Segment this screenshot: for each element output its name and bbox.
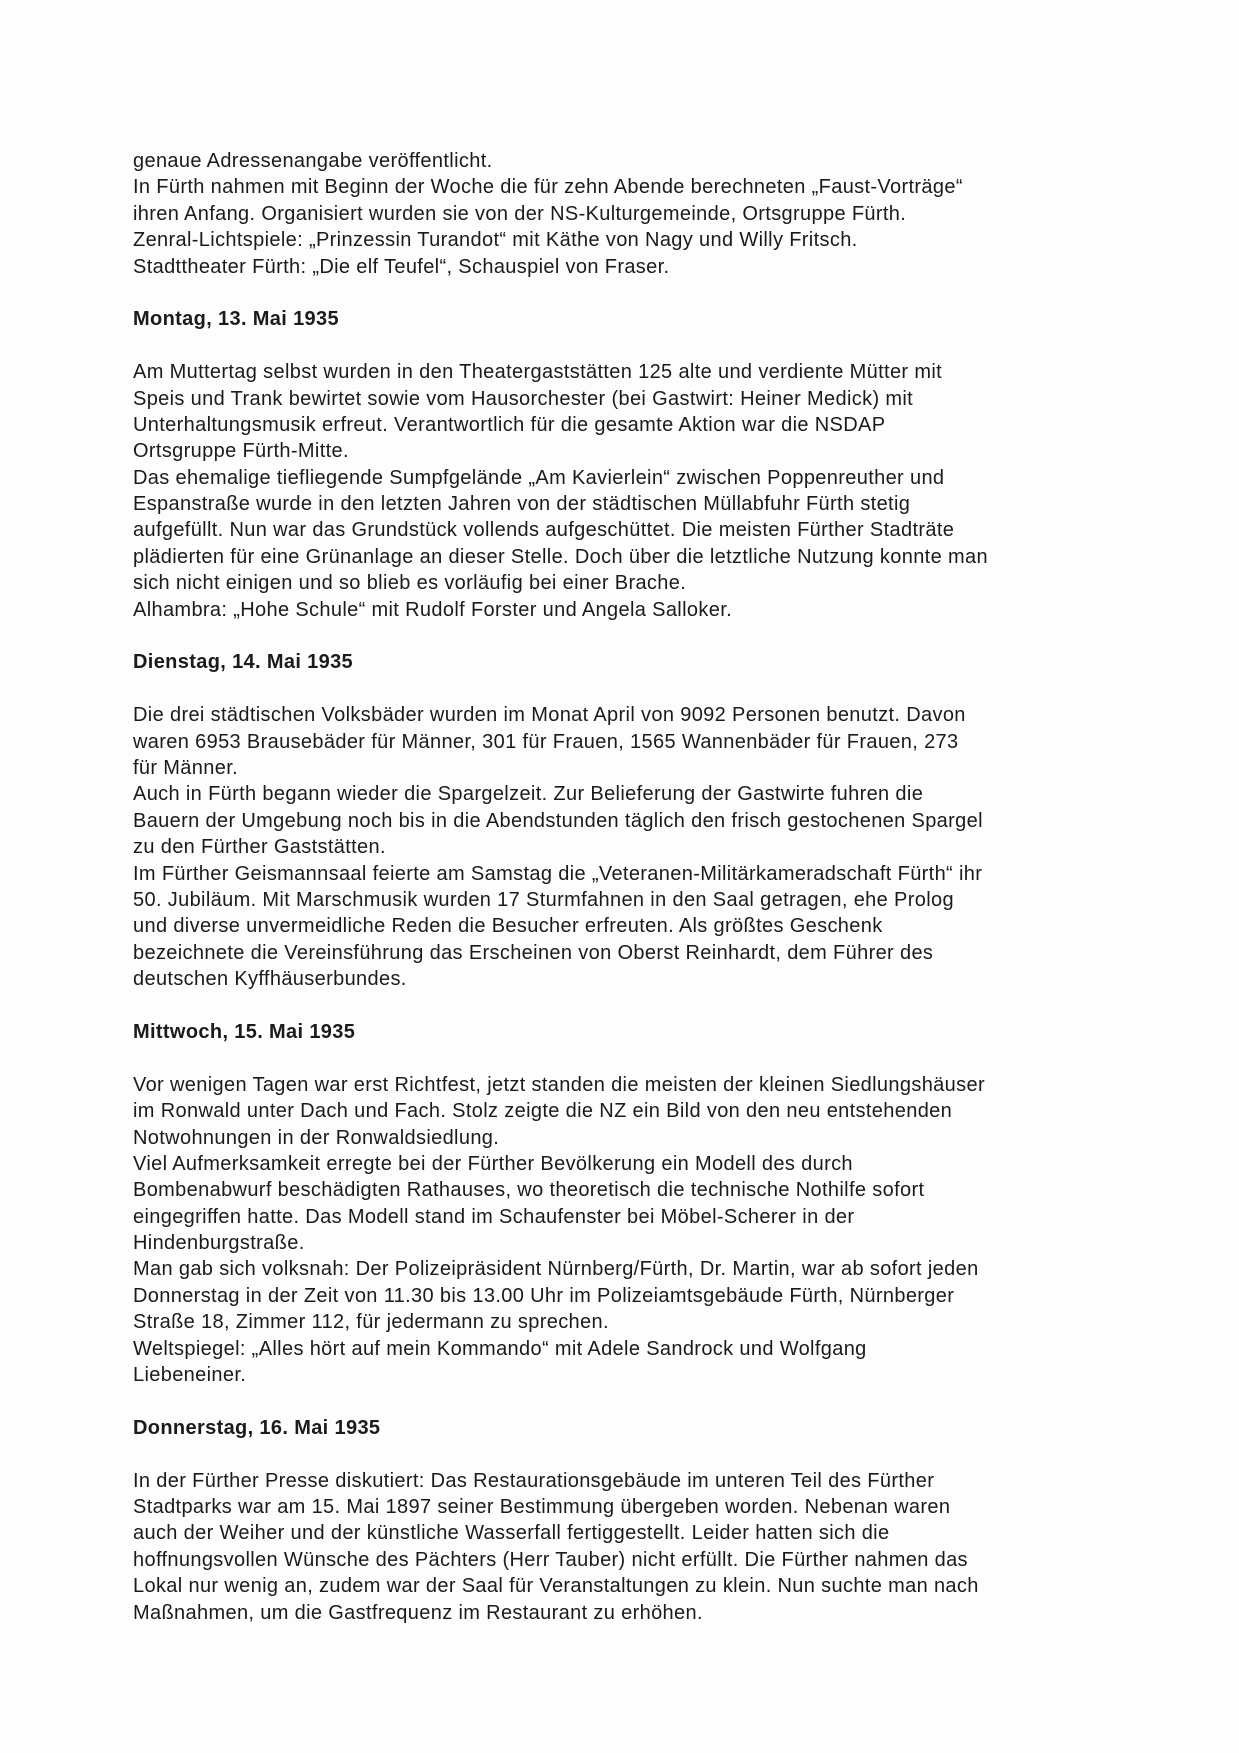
text-line: für Männer.	[133, 757, 239, 780]
text-line: Lokal nur wenig an, zudem war der Saal für Veranstaltungen zu klein. Nun suchte man nach	[133, 1575, 979, 1598]
text-line: Unterhaltungsmusik erfreut. Verantwortlich für die gesamte Aktion war die NSDAP	[133, 413, 886, 436]
text-line: Maßnahmen, um die Gastfrequenz im Restaurant zu erhöhen.	[133, 1601, 703, 1624]
section-heading: Mittwoch, 15. Mai 1935	[133, 1020, 356, 1043]
section-heading: Donnerstag, 16. Mai 1935	[133, 1416, 381, 1439]
text-line: und diverse unvermeidliche Reden die Besucher erfreuten. Als größtes Geschenk	[133, 915, 883, 938]
document-section	[133, 306, 1133, 623]
text-line: im Ronwald unter Dach und Fach. Stolz zeigte die NZ ein Bild von den neu entstehenden	[133, 1100, 953, 1123]
text-line: waren 6953 Brausebäder für Männer, 301 für Frauen, 1565 Wannenbäder für Frauen, 273	[133, 730, 959, 753]
text-line: Weltspiegel: „Alles hört auf mein Kommando“ mit Adele Sandrock und Wolfgang	[133, 1337, 867, 1360]
text-line: Die drei städtischen Volksbäder wurden im Monat April von 9092 Personen benutzt. Davon	[133, 704, 966, 727]
text-line: Viel Aufmerksamkeit erregte bei der Fürther Bevölkerung ein Modell des durch	[133, 1152, 853, 1175]
text-line: Bauern der Umgebung noch bis in die Abendstunden täglich den frisch gestochenen Spargel	[133, 809, 983, 832]
text-line: eingegriffen hatte. Das Modell stand im Schaufenster bei Möbel-Scherer in der	[133, 1205, 855, 1228]
document-text	[133, 148, 1133, 1626]
text-line: Straße 18, Zimmer 112, für jedermann zu sprechen.	[133, 1311, 609, 1334]
text-line: Liebeneiner.	[133, 1364, 247, 1387]
text-line: Das ehemalige tiefliegende Sumpfgelände „Am Kavierlein“ zwischen Poppenreuther und	[133, 466, 945, 489]
text-line: ihren Anfang. Organisiert wurden sie von der NS-Kulturgemeinde, Ortsgruppe Fürth.	[133, 202, 907, 225]
document-section	[133, 148, 1133, 280]
text-line: Speis und Trank bewirtet sowie vom Hausorchester (bei Gastwirt: Heiner Medick) mit	[133, 387, 914, 410]
text-line: deutschen Kyffhäuserbundes.	[133, 968, 407, 991]
text-line: genaue Adressenangabe veröffentlicht.	[133, 150, 493, 172]
text-line: Stadttheater Fürth: „Die elf Teufel“, Schauspiel von Fraser.	[133, 255, 670, 278]
text-line: hoffnungsvollen Wünsche des Pächters (Herr Tauber) nicht erfüllt. Die Fürther nahmen das	[133, 1548, 968, 1571]
document-section	[133, 1415, 1133, 1626]
text-line: plädierten für eine Grünanlage an dieser Stelle. Doch über die letztliche Nutzung konnte man	[133, 545, 988, 568]
text-line: In der Fürther Presse diskutiert: Das Restaurationsgebäude im unteren Teil des Fürther	[133, 1469, 935, 1492]
text-line: Man gab sich volksnah: Der Polizeipräsident Nürnberg/Fürth, Dr. Martin, war ab sofort jeden	[133, 1258, 979, 1281]
text-line: Zenral-Lichtspiele: „Prinzessin Turandot“ mit Käthe von Nagy und Willy Fritsch.	[133, 229, 858, 252]
text-line: Am Muttertag selbst wurden in den Theatergaststätten 125 alte und verdiente Mütter mit	[133, 361, 943, 384]
text-line: sich nicht einigen und so blieb es vorläufig bei einer Brache.	[133, 572, 687, 595]
text-line: auch der Weiher und der künstliche Wasserfall fertiggestellt. Leider hatten sich die	[133, 1522, 890, 1545]
text-line: Im Fürther Geismannsaal feierte am Samstag die „Veteranen-Militärkameradschaft Fürth“ ihr	[133, 862, 983, 885]
text-line: Ortsgruppe Fürth-Mitte.	[133, 440, 349, 463]
text-line: Notwohnungen in der Ronwaldsiedlung.	[133, 1126, 500, 1149]
section-heading: Montag, 13. Mai 1935	[133, 308, 339, 331]
text-line: Vor wenigen Tagen war erst Richtfest, jetzt standen die meisten der kleinen Siedlungshäuser	[133, 1073, 985, 1096]
text-line: Stadtparks war am 15. Mai 1897 seiner Bestimmung übergeben worden. Nebenan waren	[133, 1495, 951, 1518]
document-section	[133, 1019, 1133, 1388]
text-line: zu den Fürther Gaststätten.	[133, 836, 386, 859]
text-line: Auch in Fürth begann wieder die Spargelzeit. Zur Belieferung der Gastwirte fuhren die	[133, 783, 924, 806]
text-line: Hindenburgstraße.	[133, 1232, 305, 1255]
section-heading: Dienstag, 14. Mai 1935	[133, 651, 354, 674]
text-line: bezeichnete die Vereinsführung das Erscheinen von Oberst Reinhardt, dem Führer des	[133, 941, 934, 964]
text-line: aufgefüllt. Nun war das Grundstück vollends aufgeschüttet. Die meisten Fürther Stadträte	[133, 519, 955, 542]
text-line: Espanstraße wurde in den letzten Jahren von der städtischen Müllabfuhr Fürth stetig	[133, 493, 911, 516]
document-section	[133, 649, 1133, 992]
text-line: Bombenabwurf beschädigten Rathauses, wo theoretisch die technische Nothilfe sofort	[133, 1179, 925, 1202]
text-line: 50. Jubiläum. Mit Marschmusik wurden 17 Sturmfahnen in den Saal getragen, ehe Prolog	[133, 888, 954, 911]
text-line: In Fürth nahmen mit Beginn der Woche die für zehn Abende berechneten „Faust-Vorträge“	[133, 176, 963, 199]
text-line: Alhambra: „Hohe Schule“ mit Rudolf Forster und Angela Salloker.	[133, 598, 733, 621]
text-line: Donnerstag in der Zeit von 11.30 bis 13.00 Uhr im Polizeiamtsgebäude Fürth, Nürnberger	[133, 1284, 955, 1307]
